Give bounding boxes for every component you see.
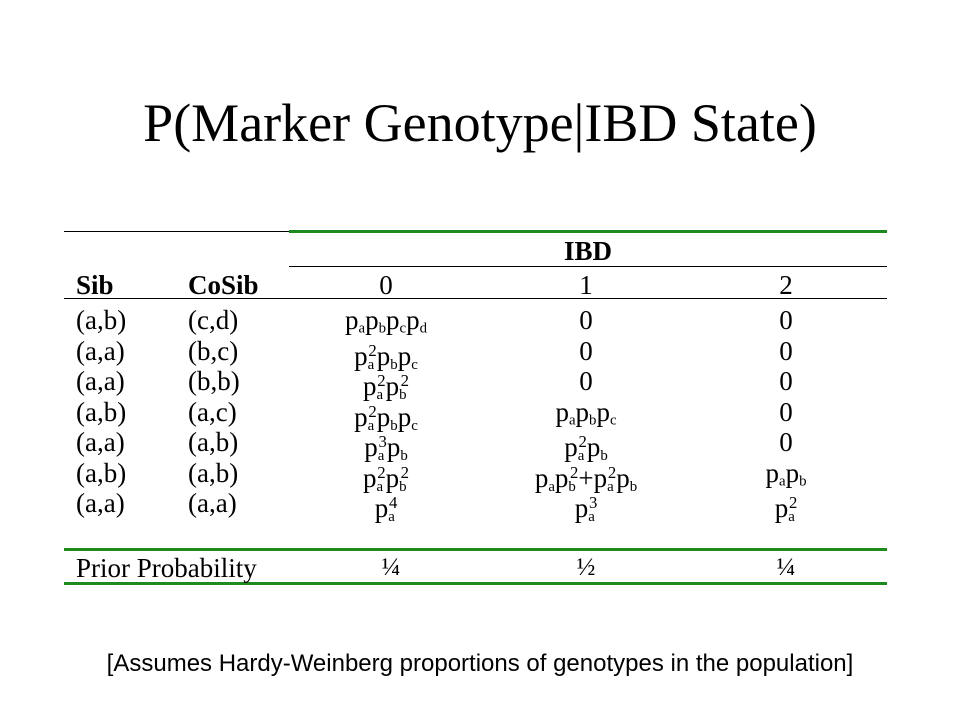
cell-cosib: (b,c) bbox=[188, 335, 239, 366]
col-header-ibd0: 0 bbox=[379, 270, 393, 300]
cell-ibd1: $p_ap_b^2+p_a^2p_b$ bbox=[534, 462, 638, 495]
prior-top-rule bbox=[64, 548, 887, 551]
col-header-ibd2: 2 bbox=[779, 270, 793, 300]
cell-ibd1: 0 bbox=[579, 366, 593, 396]
prior-label: Prior Probability bbox=[76, 553, 257, 583]
cell-ibd1: 0 bbox=[579, 335, 593, 366]
cell-ibd0: $p_a^3p_b$ bbox=[364, 432, 408, 464]
col-header-sib: Sib bbox=[76, 270, 114, 300]
prior-ibd2: ¼ bbox=[776, 554, 796, 581]
cell-ibd1: $p_a^3$ bbox=[574, 493, 598, 525]
cell-ibd1: $p_a^2p_b$ bbox=[564, 432, 608, 464]
cell-ibd2: 0 bbox=[779, 305, 793, 335]
ibd-top-rule bbox=[289, 230, 887, 233]
cell-ibd0: $p_a^2p_bp_c$ bbox=[354, 340, 418, 373]
cell-ibd0: $p_a^2p_b^2$ bbox=[362, 371, 410, 403]
cell-ibd1: $p_ap_bp_c$ bbox=[555, 396, 617, 429]
cell-ibd2: 0 bbox=[779, 396, 793, 427]
cell-sib: (a,b) bbox=[76, 396, 127, 427]
cell-cosib: (a,b) bbox=[188, 457, 239, 488]
cell-ibd0: $p_ap_bp_cp_d$ bbox=[344, 305, 428, 337]
cell-sib: (a,b) bbox=[76, 305, 127, 335]
cell-sib: (a,a) bbox=[76, 366, 125, 396]
cell-sib: (a,a) bbox=[76, 335, 125, 366]
ibd-sub-rule bbox=[289, 266, 887, 267]
cell-cosib: (c,d) bbox=[188, 305, 239, 335]
cell-ibd2: $p_ap_b$ bbox=[765, 457, 807, 490]
cell-ibd2: 0 bbox=[779, 366, 793, 396]
cell-cosib: (a,c) bbox=[188, 396, 237, 427]
prior-ibd0: ¼ bbox=[381, 554, 401, 581]
col-header-cosib: CoSib bbox=[188, 270, 259, 300]
cell-cosib: (a,b) bbox=[188, 427, 239, 457]
cell-sib: (a,b) bbox=[76, 457, 127, 488]
prior-ibd1: ½ bbox=[576, 554, 596, 581]
cell-ibd0: $p_a^2p_bp_c$ bbox=[354, 401, 418, 434]
cell-sib: (a,a) bbox=[76, 427, 125, 457]
footnote: [Assumes Hardy-Weinberg proportions of genotypes in the population] bbox=[106, 650, 854, 677]
cell-cosib: (b,b) bbox=[188, 366, 240, 396]
cell-sib: (a,a) bbox=[76, 488, 125, 518]
slide-title: P(Marker Genotype|IBD State) bbox=[143, 93, 817, 153]
cell-ibd2: 0 bbox=[779, 335, 793, 366]
ibd-group-header: IBD bbox=[563, 236, 613, 266]
cell-ibd1: 0 bbox=[579, 305, 593, 335]
cell-ibd0: $p_a^2p_b^2$ bbox=[362, 462, 410, 495]
cell-ibd0: $p_a^4$ bbox=[374, 493, 398, 525]
cell-cosib: (a,a) bbox=[188, 488, 237, 518]
table-top-rule bbox=[64, 231, 289, 232]
cell-ibd2: $p_a^2$ bbox=[774, 493, 798, 525]
col-header-ibd1: 1 bbox=[579, 270, 593, 300]
cell-ibd2: 0 bbox=[779, 427, 793, 457]
